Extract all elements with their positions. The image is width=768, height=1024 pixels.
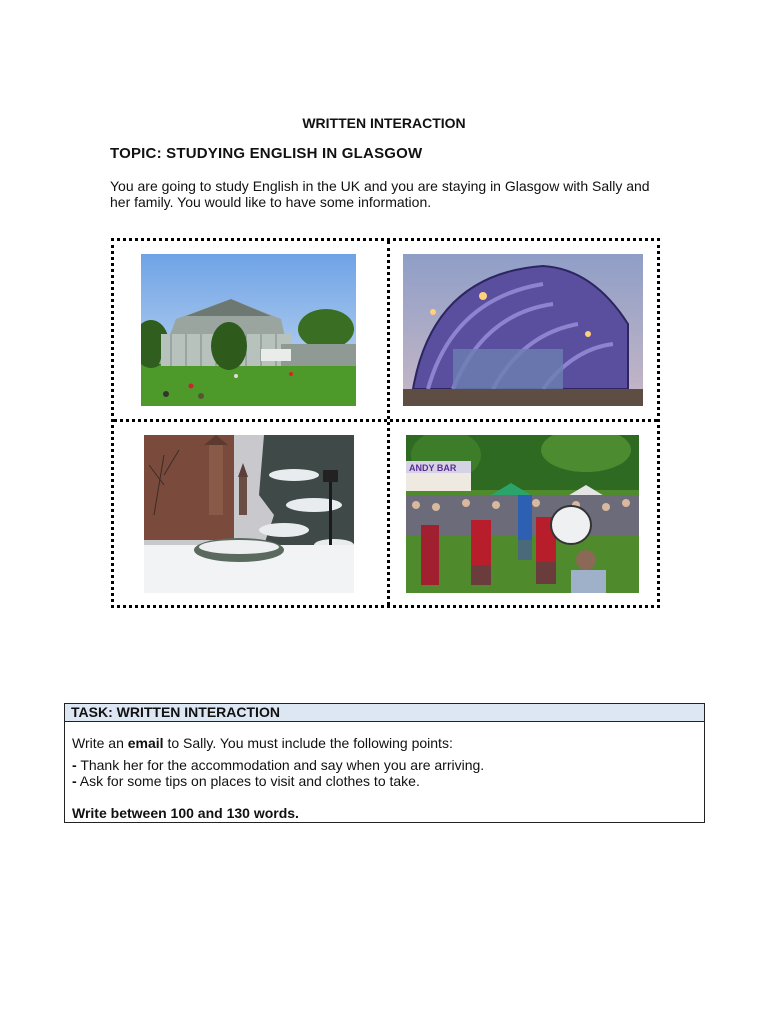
bullet-marker: - <box>72 773 77 789</box>
grid-horizontal-divider <box>114 419 657 422</box>
photo-grid <box>111 238 660 608</box>
bullet-marker: - <box>72 757 77 773</box>
task-point-text: Ask for some tips on places to visit and clothes to take. <box>79 773 420 789</box>
task-point-text: Thank her for the accommodation and say when you are arriving. <box>80 757 485 773</box>
task-heading: TASK: WRITTEN INTERACTION <box>65 704 704 722</box>
instruction-emphasis: email <box>127 735 164 751</box>
task-point <box>72 757 704 773</box>
task-body <box>65 722 704 821</box>
snow-park-photo <box>144 435 354 593</box>
pipe-band-photo <box>406 435 639 593</box>
intro-paragraph: You are going to study English in the UK and you are staying in Glasgow with Sally and her family. You would like to have some information. <box>110 178 650 210</box>
instruction-suffix: to Sally. You must include the following points: <box>163 735 453 751</box>
page-title: WRITTEN INTERACTION <box>302 115 466 131</box>
armadillo-photo <box>403 254 643 406</box>
andy-bar-sign: ANDY BAR <box>409 463 457 473</box>
task-box <box>64 703 705 823</box>
grid-vertical-divider <box>387 241 390 605</box>
glasshouse-photo <box>141 254 356 406</box>
word-limit-text: Write between 100 and 130 words. <box>72 805 299 821</box>
word-limit <box>72 805 704 821</box>
topic-heading: TOPIC: STUDYING ENGLISH IN GLASGOW <box>110 145 423 162</box>
task-instruction <box>72 735 704 751</box>
instruction-prefix: Write an <box>72 735 128 751</box>
task-point <box>72 773 704 789</box>
